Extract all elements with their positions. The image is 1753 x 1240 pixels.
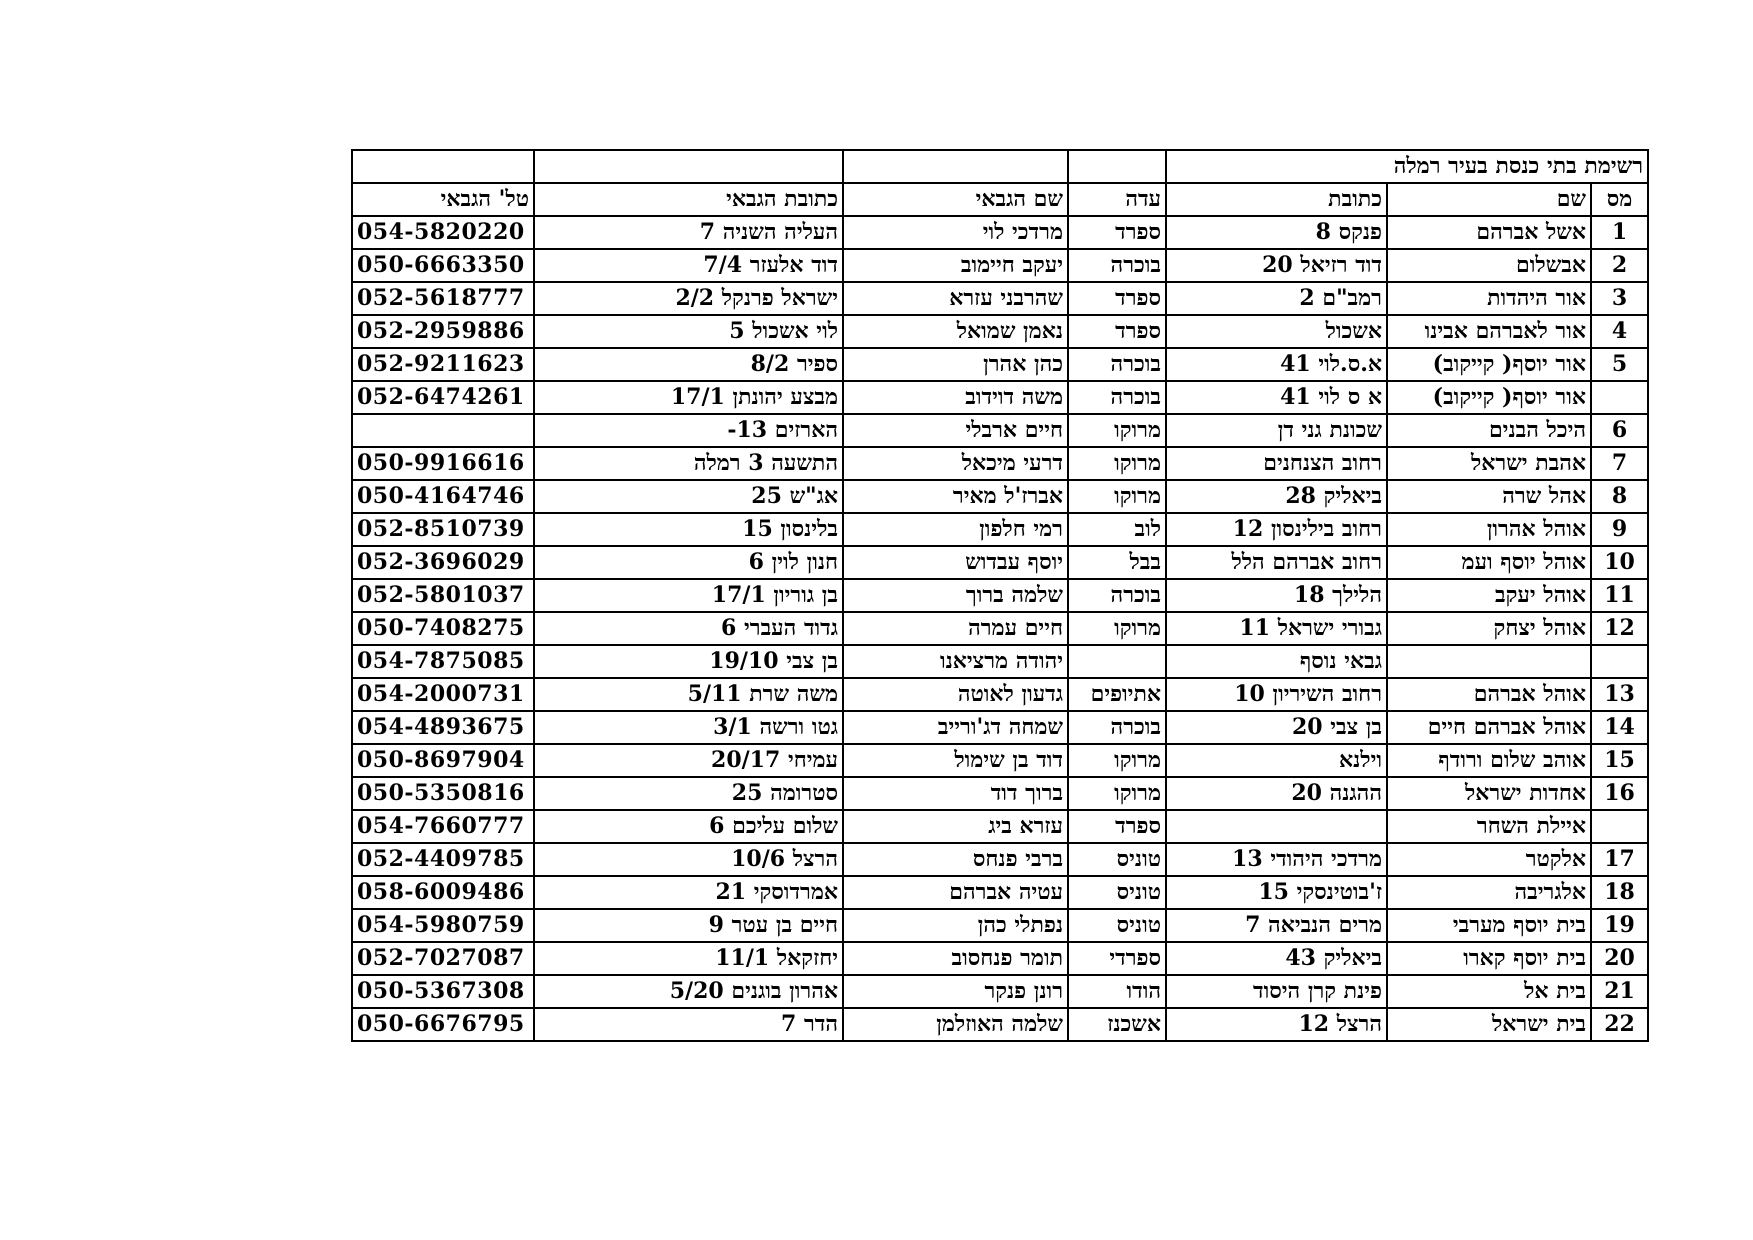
gabai-name: מרדכי לוי <box>843 216 1068 249</box>
synagogue-name: אחדות ישראל <box>1387 777 1591 810</box>
synagogue-name: בית אל <box>1387 975 1591 1008</box>
gabai-name: יעקב חיימוב <box>843 249 1068 282</box>
community: בבל <box>1068 546 1166 579</box>
gabai-name: עזרא ביג <box>843 810 1068 843</box>
synagogue-address: דוד רזיאל 20 <box>1166 249 1387 282</box>
community: מרוקו <box>1068 414 1166 447</box>
gabai-address: ישראל פרנקל 2/2 <box>534 282 843 315</box>
table-row <box>352 447 1648 480</box>
gabai-address: חנון לוין 6 <box>534 546 843 579</box>
gabai-address: אג"ש 25 <box>534 480 843 513</box>
synagogue-name: אוהב שלום ורודף <box>1387 744 1591 777</box>
synagogue-address: ז'בוטינסקי 15 <box>1166 876 1387 909</box>
gabai-address: יחזקאל 11/1 <box>534 942 843 975</box>
community: טוניס <box>1068 909 1166 942</box>
gabai-name: רונן פנקר <box>843 975 1068 1008</box>
synagogue-address: הלילך 18 <box>1166 579 1387 612</box>
row-num <box>1591 810 1648 843</box>
gabai-name: נפתלי כהן <box>843 909 1068 942</box>
table-row <box>352 678 1648 711</box>
synagogue-address: א.ס.לוי 41 <box>1166 348 1387 381</box>
table-row <box>352 513 1648 546</box>
gabai-name: עטיה אברהם <box>843 876 1068 909</box>
row-num: 18 <box>1591 876 1648 909</box>
community: מרוקו <box>1068 777 1166 810</box>
gabai-phone: 054-7660777 <box>352 810 534 843</box>
gabai-phone: 052-7027087 <box>352 942 534 975</box>
synagogue-name: אור היהדות <box>1387 282 1591 315</box>
table-row <box>352 480 1648 513</box>
synagogue-address <box>1166 810 1387 843</box>
table-title: רשימת בתי כנסת בעיר רמלה <box>1166 150 1648 183</box>
synagogue-name: אלקטר <box>1387 843 1591 876</box>
synagogue-address: פינת קרן היסוד <box>1166 975 1387 1008</box>
gabai-phone: 052-4409785 <box>352 843 534 876</box>
gabai-name: נאמן שמואל <box>843 315 1068 348</box>
table-row <box>352 744 1648 777</box>
synagogue-address: מרים הנביאה 7 <box>1166 909 1387 942</box>
table-row <box>352 810 1648 843</box>
synagogue-address: גבאי נוסף <box>1166 645 1387 678</box>
gabai-name: יוסף עבדוש <box>843 546 1068 579</box>
synagogue-address: רחוב הצנחנים <box>1166 447 1387 480</box>
table-row <box>352 777 1648 810</box>
row-num: 10 <box>1591 546 1648 579</box>
gabai-name: ברבי פנחס <box>843 843 1068 876</box>
table-row <box>352 711 1648 744</box>
synagogue-address: הרצל 12 <box>1166 1008 1387 1041</box>
synagogue-address: ביאליק 28 <box>1166 480 1387 513</box>
row-num: 21 <box>1591 975 1648 1008</box>
gabai-address: מבצע יהונתן 17/1 <box>534 381 843 414</box>
synagogue-name: אשל אברהם <box>1387 216 1591 249</box>
table-row <box>352 249 1648 282</box>
synagogue-address: רמב"ם 2 <box>1166 282 1387 315</box>
table-row <box>352 414 1648 447</box>
synagogue-address: רחוב בילינסון 12 <box>1166 513 1387 546</box>
gabai-name: חיים עמרה <box>843 612 1068 645</box>
gabai-address: ספיר 8/2 <box>534 348 843 381</box>
gabai-address: העליה השניה 7 <box>534 216 843 249</box>
gabai-phone: 054-5980759 <box>352 909 534 942</box>
gabai-address: אהרון בוגנים 5/20 <box>534 975 843 1008</box>
table-row <box>352 843 1648 876</box>
community <box>1068 645 1166 678</box>
synagogue-address: שכונת גני דן <box>1166 414 1387 447</box>
gabai-address: הדר 7 <box>534 1008 843 1041</box>
synagogue-address: רחוב אברהם הלל <box>1166 546 1387 579</box>
gabai-phone: 054-7875085 <box>352 645 534 678</box>
row-num: 4 <box>1591 315 1648 348</box>
synagogue-name: אלגריבה <box>1387 876 1591 909</box>
synagogue-name: בית ישראל <box>1387 1008 1591 1041</box>
gabai-name: רמי חלפון <box>843 513 1068 546</box>
community: טוניס <box>1068 876 1166 909</box>
gabai-address: התשעה 3 רמלה <box>534 447 843 480</box>
synagogue-name: אוהל יצחק <box>1387 612 1591 645</box>
gabai-name: משה דוידוב <box>843 381 1068 414</box>
synagogue-list-table <box>351 149 1649 1042</box>
gabai-address: הרצל 10/6 <box>534 843 843 876</box>
row-num: 9 <box>1591 513 1648 546</box>
community: לוב <box>1068 513 1166 546</box>
community: מרוקו <box>1068 744 1166 777</box>
synagogue-address: רחוב השיריון 10 <box>1166 678 1387 711</box>
synagogue-name: איילת השחר <box>1387 810 1591 843</box>
synagogue-name: אור יוסף( קייקוב) <box>1387 348 1591 381</box>
row-num: 20 <box>1591 942 1648 975</box>
gabai-phone: 052-5618777 <box>352 282 534 315</box>
gabai-phone: 052-6474261 <box>352 381 534 414</box>
gabai-phone: 050-5350816 <box>352 777 534 810</box>
table-row <box>352 876 1648 909</box>
gabai-address: סטרומה 25 <box>534 777 843 810</box>
row-num: 12 <box>1591 612 1648 645</box>
header-name: שם <box>1387 183 1591 216</box>
gabai-phone: 050-6676795 <box>352 1008 534 1041</box>
synagogue-name: אוהל יעקב <box>1387 579 1591 612</box>
synagogue-address: ההגנה 20 <box>1166 777 1387 810</box>
gabai-address: דוד אלעזר 7/4 <box>534 249 843 282</box>
table-row <box>352 216 1648 249</box>
community: מרוקו <box>1068 480 1166 513</box>
gabai-address: עמיחי 20/17 <box>534 744 843 777</box>
header-row <box>352 183 1648 216</box>
community: בוכרה <box>1068 348 1166 381</box>
row-num: 13 <box>1591 678 1648 711</box>
synagogue-address: גבורי ישראל 11 <box>1166 612 1387 645</box>
gabai-name: תומר פנחסוב <box>843 942 1068 975</box>
row-num <box>1591 645 1648 678</box>
synagogue-name: בית יוסף מערבי <box>1387 909 1591 942</box>
gabai-address: בן גוריון 17/1 <box>534 579 843 612</box>
row-num: 3 <box>1591 282 1648 315</box>
synagogue-address: פנקס 8 <box>1166 216 1387 249</box>
synagogue-name: אוהל אהרון <box>1387 513 1591 546</box>
gabai-address: אמרדוסקי 21 <box>534 876 843 909</box>
gabai-name: ברוך דוד <box>843 777 1068 810</box>
community: מרוקו <box>1068 447 1166 480</box>
gabai-phone: 052-9211623 <box>352 348 534 381</box>
header-gabai-phone: טל' הגבאי <box>352 183 534 216</box>
synagogue-address: בן צבי 20 <box>1166 711 1387 744</box>
gabai-address: שלום עליכם 6 <box>534 810 843 843</box>
gabai-name: גדעון לאוטה <box>843 678 1068 711</box>
gabai-name: שהרבני עזרא <box>843 282 1068 315</box>
row-num: 5 <box>1591 348 1648 381</box>
header-gabai-name: שם הגבאי <box>843 183 1068 216</box>
row-num: 6 <box>1591 414 1648 447</box>
table-row <box>352 381 1648 414</box>
synagogue-name: אבשלום <box>1387 249 1591 282</box>
table-row <box>352 942 1648 975</box>
row-num: 11 <box>1591 579 1648 612</box>
community: ספרד <box>1068 216 1166 249</box>
header-num: מס <box>1591 183 1648 216</box>
community: טוניס <box>1068 843 1166 876</box>
community: בוכרה <box>1068 579 1166 612</box>
gabai-address: חיים בן עטר 9 <box>534 909 843 942</box>
row-num: 2 <box>1591 249 1648 282</box>
table-row <box>352 315 1648 348</box>
community: ספרד <box>1068 315 1166 348</box>
synagogue-address: א ס לוי 41 <box>1166 381 1387 414</box>
gabai-phone: 050-9916616 <box>352 447 534 480</box>
table-row <box>352 909 1648 942</box>
gabai-name: שלמה האוזלמן <box>843 1008 1068 1041</box>
community: ספרד <box>1068 810 1166 843</box>
table-body <box>352 150 1648 1041</box>
gabai-phone: 050-4164746 <box>352 480 534 513</box>
empty-cell <box>352 150 534 183</box>
row-num <box>1591 381 1648 414</box>
gabai-phone: 052-5801037 <box>352 579 534 612</box>
gabai-phone <box>352 414 534 447</box>
row-num: 16 <box>1591 777 1648 810</box>
synagogue-address: מרדכי היהודי 13 <box>1166 843 1387 876</box>
gabai-name: שלמה ברוך <box>843 579 1068 612</box>
gabai-phone: 058-6009486 <box>352 876 534 909</box>
empty-cell <box>1068 150 1166 183</box>
synagogue-name: בית יוסף קארו <box>1387 942 1591 975</box>
gabai-name: שמחה דג'ורייב <box>843 711 1068 744</box>
gabai-name: דרעי מיכאל <box>843 447 1068 480</box>
gabai-phone: 050-7408275 <box>352 612 534 645</box>
table-row <box>352 612 1648 645</box>
gabai-phone: 050-6663350 <box>352 249 534 282</box>
header-community: עדה <box>1068 183 1166 216</box>
gabai-phone: 054-2000731 <box>352 678 534 711</box>
row-num: 1 <box>1591 216 1648 249</box>
gabai-address: גדוד העברי 6 <box>534 612 843 645</box>
gabai-name: יהודה מרציאנו <box>843 645 1068 678</box>
row-num: 8 <box>1591 480 1648 513</box>
header-address: כתובת <box>1166 183 1387 216</box>
gabai-name: חיים ארבלי <box>843 414 1068 447</box>
synagogue-name: אוהל יוסף ועמ <box>1387 546 1591 579</box>
title-row <box>352 150 1648 183</box>
header-gabai-address: כתובת הגבאי <box>534 183 843 216</box>
community: בוכרה <box>1068 381 1166 414</box>
community: אתיופים <box>1068 678 1166 711</box>
table-row <box>352 645 1648 678</box>
synagogue-name: אהבת ישראל <box>1387 447 1591 480</box>
synagogue-name: אור לאברהם אבינו <box>1387 315 1591 348</box>
table-row <box>352 348 1648 381</box>
gabai-address: בן צבי 19/10 <box>534 645 843 678</box>
synagogue-address: וילנא <box>1166 744 1387 777</box>
table-row <box>352 1008 1648 1041</box>
gabai-phone: 052-3696029 <box>352 546 534 579</box>
synagogue-address: ביאליק 43 <box>1166 942 1387 975</box>
community: הודו <box>1068 975 1166 1008</box>
synagogue-name: אהל שרה <box>1387 480 1591 513</box>
gabai-address: לוי אשכול 5 <box>534 315 843 348</box>
row-num: 7 <box>1591 447 1648 480</box>
synagogue-name: אוהל אברהם חיים <box>1387 711 1591 744</box>
empty-cell <box>843 150 1068 183</box>
gabai-name: דוד בן שימול <box>843 744 1068 777</box>
community: מרוקו <box>1068 612 1166 645</box>
gabai-phone: 050-8697904 <box>352 744 534 777</box>
empty-cell <box>534 150 843 183</box>
gabai-phone: 054-4893675 <box>352 711 534 744</box>
community: בוכרה <box>1068 249 1166 282</box>
community: ספרד <box>1068 282 1166 315</box>
table-row <box>352 579 1648 612</box>
synagogue-name <box>1387 645 1591 678</box>
table-row <box>352 282 1648 315</box>
gabai-phone: 050-5367308 <box>352 975 534 1008</box>
community: ספרדי <box>1068 942 1166 975</box>
gabai-address: הארזים 13- <box>534 414 843 447</box>
synagogue-address: אשכול <box>1166 315 1387 348</box>
row-num: 19 <box>1591 909 1648 942</box>
community: בוכרה <box>1068 711 1166 744</box>
row-num: 22 <box>1591 1008 1648 1041</box>
gabai-phone: 052-8510739 <box>352 513 534 546</box>
gabai-phone: 052-2959886 <box>352 315 534 348</box>
gabai-address: בלינסון 15 <box>534 513 843 546</box>
synagogue-name: אור יוסף( קייקוב) <box>1387 381 1591 414</box>
synagogue-name: אוהל אברהם <box>1387 678 1591 711</box>
gabai-phone: 054-5820220 <box>352 216 534 249</box>
gabai-name: כהן אהרן <box>843 348 1068 381</box>
row-num: 14 <box>1591 711 1648 744</box>
table-row <box>352 975 1648 1008</box>
row-num: 17 <box>1591 843 1648 876</box>
table-row <box>352 546 1648 579</box>
gabai-address: משה שרת 5/11 <box>534 678 843 711</box>
community: אשכנז <box>1068 1008 1166 1041</box>
synagogue-name: היכל הבנים <box>1387 414 1591 447</box>
gabai-name: אברז'ל מאיר <box>843 480 1068 513</box>
row-num: 15 <box>1591 744 1648 777</box>
gabai-address: גטו ורשה 3/1 <box>534 711 843 744</box>
